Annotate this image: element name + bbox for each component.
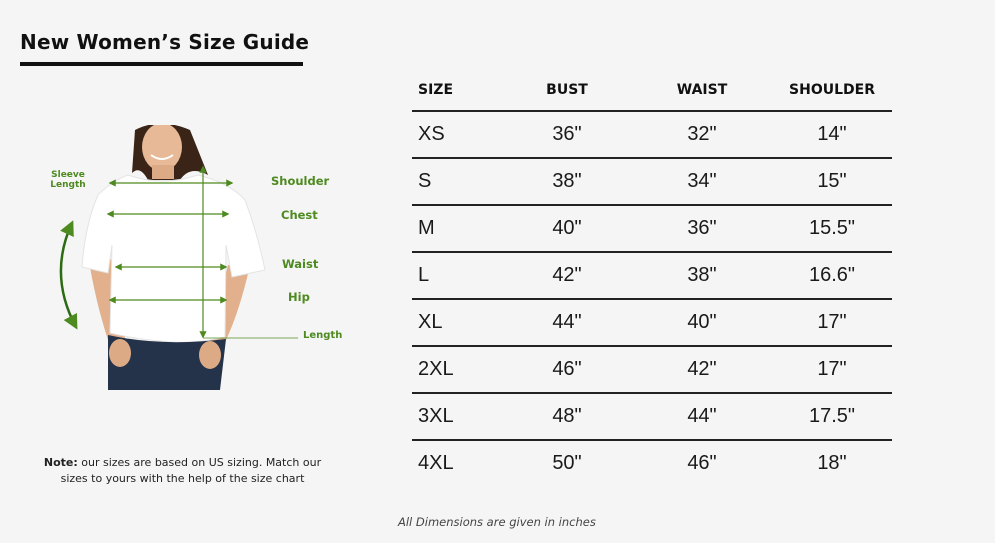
title-underline bbox=[20, 62, 303, 66]
cell-bust: 44" bbox=[502, 299, 632, 346]
table-row bbox=[412, 158, 892, 205]
cell-waist: 34" bbox=[632, 158, 772, 205]
table-row bbox=[412, 252, 892, 299]
cell-bust: 48" bbox=[502, 393, 632, 440]
note-text: our sizes are based on US sizing. Match our sizes to yours with the help of the size chart bbox=[60, 456, 322, 485]
cell-shoulder: 16.6" bbox=[772, 252, 892, 299]
table-row bbox=[412, 440, 892, 486]
table-row bbox=[412, 299, 892, 346]
cell-size: 3XL bbox=[412, 393, 502, 440]
cell-waist: 40" bbox=[632, 299, 772, 346]
cell-size: XS bbox=[412, 111, 502, 158]
cell-bust: 38" bbox=[502, 158, 632, 205]
label-shoulder: Shoulder bbox=[271, 174, 330, 188]
header-bust: BUST bbox=[502, 70, 632, 111]
page-title: New Women’s Size Guide bbox=[20, 30, 310, 54]
cell-size: S bbox=[412, 158, 502, 205]
cell-waist: 46" bbox=[687, 452, 717, 474]
cell-waist: 42" bbox=[632, 346, 772, 393]
cell-waist: 32" bbox=[632, 111, 772, 158]
cell-shoulder: 15.5" bbox=[772, 205, 892, 252]
face-shape bbox=[142, 125, 182, 171]
cell-shoulder: 17.5" bbox=[772, 393, 892, 440]
header-shoulder: SHOULDER bbox=[772, 70, 892, 111]
header-size: SIZE bbox=[412, 70, 502, 111]
size-table bbox=[412, 70, 892, 486]
cell-bust: 46" bbox=[502, 346, 632, 393]
table-header-row bbox=[412, 70, 892, 111]
table-row bbox=[412, 346, 892, 393]
cell-bust: 50" bbox=[552, 452, 582, 474]
cell-bust: 42" bbox=[502, 252, 632, 299]
measurement-figure bbox=[40, 125, 360, 390]
cell-bust: 40" bbox=[502, 205, 632, 252]
cell-waist: 36" bbox=[632, 205, 772, 252]
table-row bbox=[412, 393, 892, 440]
cell-size: 2XL bbox=[412, 346, 502, 393]
cell-size: 4XL bbox=[418, 452, 454, 474]
cell-shoulder: 17" bbox=[772, 299, 892, 346]
dimensions-footnote: All Dimensions are given in inches bbox=[398, 515, 596, 529]
label-waist: Waist bbox=[282, 257, 319, 271]
cell-size: M bbox=[412, 205, 502, 252]
cell-size: XL bbox=[412, 299, 502, 346]
header-waist: WAIST bbox=[632, 70, 772, 111]
cell-shoulder: 18" bbox=[817, 452, 847, 474]
table-row bbox=[412, 205, 892, 252]
sleeve-length-arrow bbox=[61, 223, 76, 327]
note-prefix: Note: bbox=[43, 456, 78, 469]
label-chest: Chest bbox=[281, 208, 318, 222]
table-row bbox=[412, 111, 892, 158]
cell-shoulder: 17" bbox=[772, 346, 892, 393]
cell-bust: 36" bbox=[502, 111, 632, 158]
cell-waist: 44" bbox=[632, 393, 772, 440]
cell-waist: 38" bbox=[632, 252, 772, 299]
label-hip: Hip bbox=[288, 290, 310, 304]
label-length: Length bbox=[303, 330, 343, 341]
sizing-note bbox=[30, 455, 335, 487]
label-sleeve-length: Sleeve Length bbox=[50, 170, 86, 191]
cell-shoulder: 15" bbox=[772, 158, 892, 205]
cell-shoulder: 14" bbox=[772, 111, 892, 158]
cell-size: L bbox=[412, 252, 502, 299]
